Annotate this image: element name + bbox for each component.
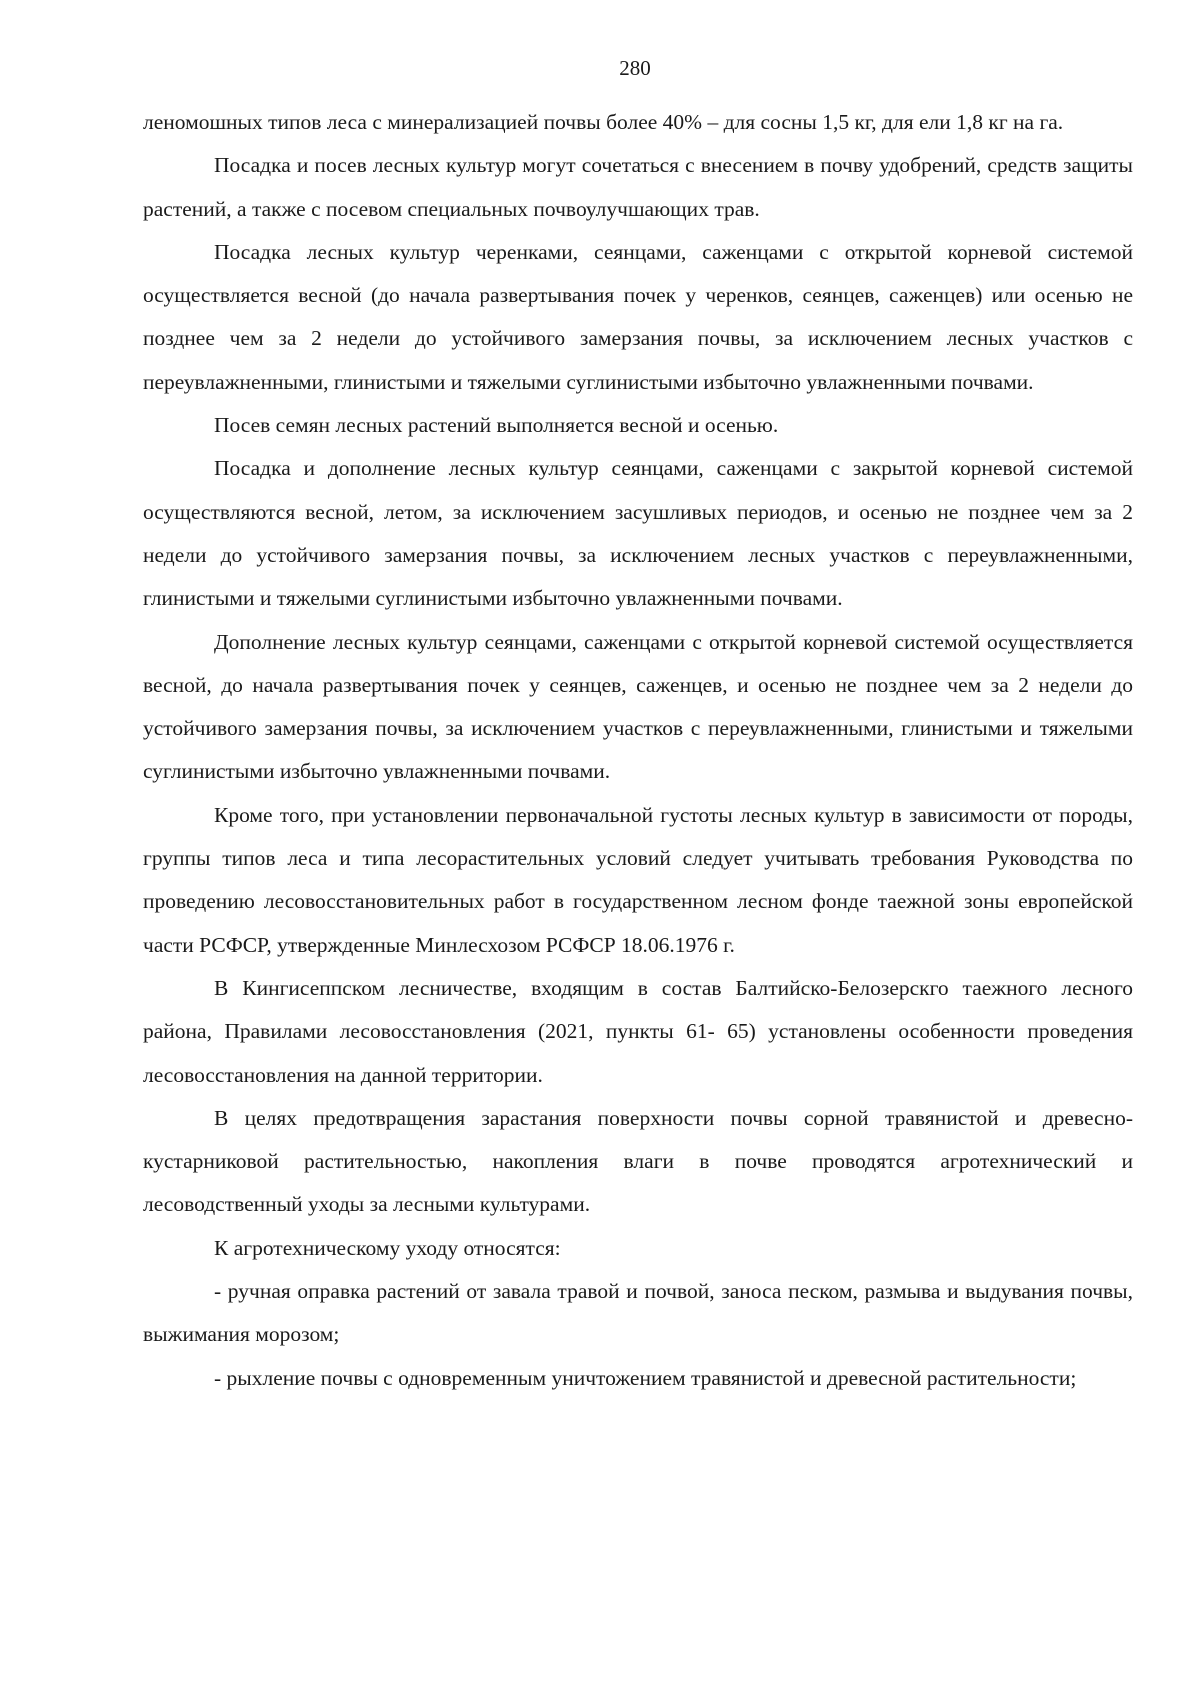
- paragraph-closed-root-planting: Посадка и дополнение лесных культур сеянцами, саженцами с закрытой корневой системой осуществляются весной, летом, за исключением засушливых периодов, и осенью не позднее чем за 2 недели до устойчивого замерзания почвы, за исключением лесных участков с переувлажненными, глинистыми и тяжелыми суглинистыми избыточно увлажненными почвами.: [143, 456, 1133, 611]
- paragraph-kingisepp-forestry: В Кингисеппском лесничестве, входящим в состав Балтийско-Белозерскго таежного лесного района, Правилами лесовосстановления (2021, пункты 61- 65) установлены особенности проведения лесовосстановления на данной территории.: [143, 975, 1133, 1087]
- paragraph-fertilizers: Посадка и посев лесных культур могут сочетаться с внесением в почву удобрений, средств защиты растений, а также с посевом специальных почвоулучшающих трав.: [143, 153, 1133, 221]
- list-item-manual-straightening: - ручная оправка растений от завала травой и почвой, заноса песком, размыва и выдувания почвы, выжимания морозом;: [143, 1279, 1133, 1347]
- paragraph-open-root-supplement: Дополнение лесных культур сеянцами, саженцами с открытой корневой системой осуществляется весной, до начала развертывания почек у сеянцев, саженцев, и осенью не позднее чем за 2 недели до устойчивого замерзания почвы, за исключением участков с переувлажненными, глинистыми и тяжелыми суглинистыми избыточно увлажненными почвами.: [143, 629, 1133, 784]
- page-number: 280: [619, 56, 651, 80]
- document-body: [143, 101, 1133, 1400]
- paragraph-open-root-planting: Посадка лесных культур черенками, сеянцами, саженцами с открытой корневой системой осуществляется весной (до начала развертывания почек у черенков, сеянцев, саженцев) или осенью не позднее чем за 2 недели до устойчивого замерзания почвы, за исключением лесных участков с переувлажненными, глинистыми и тяжелыми суглинистыми избыточно увлажненными почвами.: [143, 239, 1133, 394]
- paragraph-agrotech-care-heading: К агротехническому уходу относятся:: [214, 1235, 561, 1260]
- list-item-soil-loosening: - рыхление почвы с одновременным уничтожением травянистой и древесной растительности;: [214, 1365, 1077, 1390]
- paragraph-care-purpose: В целях предотвращения зарастания поверхности почвы сорной травянистой и древесно-кустарниковой растительностью, накопления влаги в почве проводятся агротехнический и лесоводственный уходы за лесными культурами.: [143, 1105, 1133, 1217]
- paragraph-seed-sowing: Посев семян лесных растений выполняется весной и осенью.: [214, 413, 779, 438]
- paragraph-continuation: леномошных типов леса с минерализацией почвы более 40% – для сосны 1,5 кг, для ели 1,8 кг на га.: [143, 110, 1064, 134]
- paragraph-initial-density: Кроме того, при установлении первоначальной густоты лесных культур в зависимости от породы, группы типов леса и типа лесорастительных условий следует учитывать требования Руководства по проведению лесовосстановительных работ в государственном лесном фонде таежной зоны европейской части РСФСР, утвержденные Минлесхозом РСФСР 18.06.1976 г.: [143, 802, 1133, 957]
